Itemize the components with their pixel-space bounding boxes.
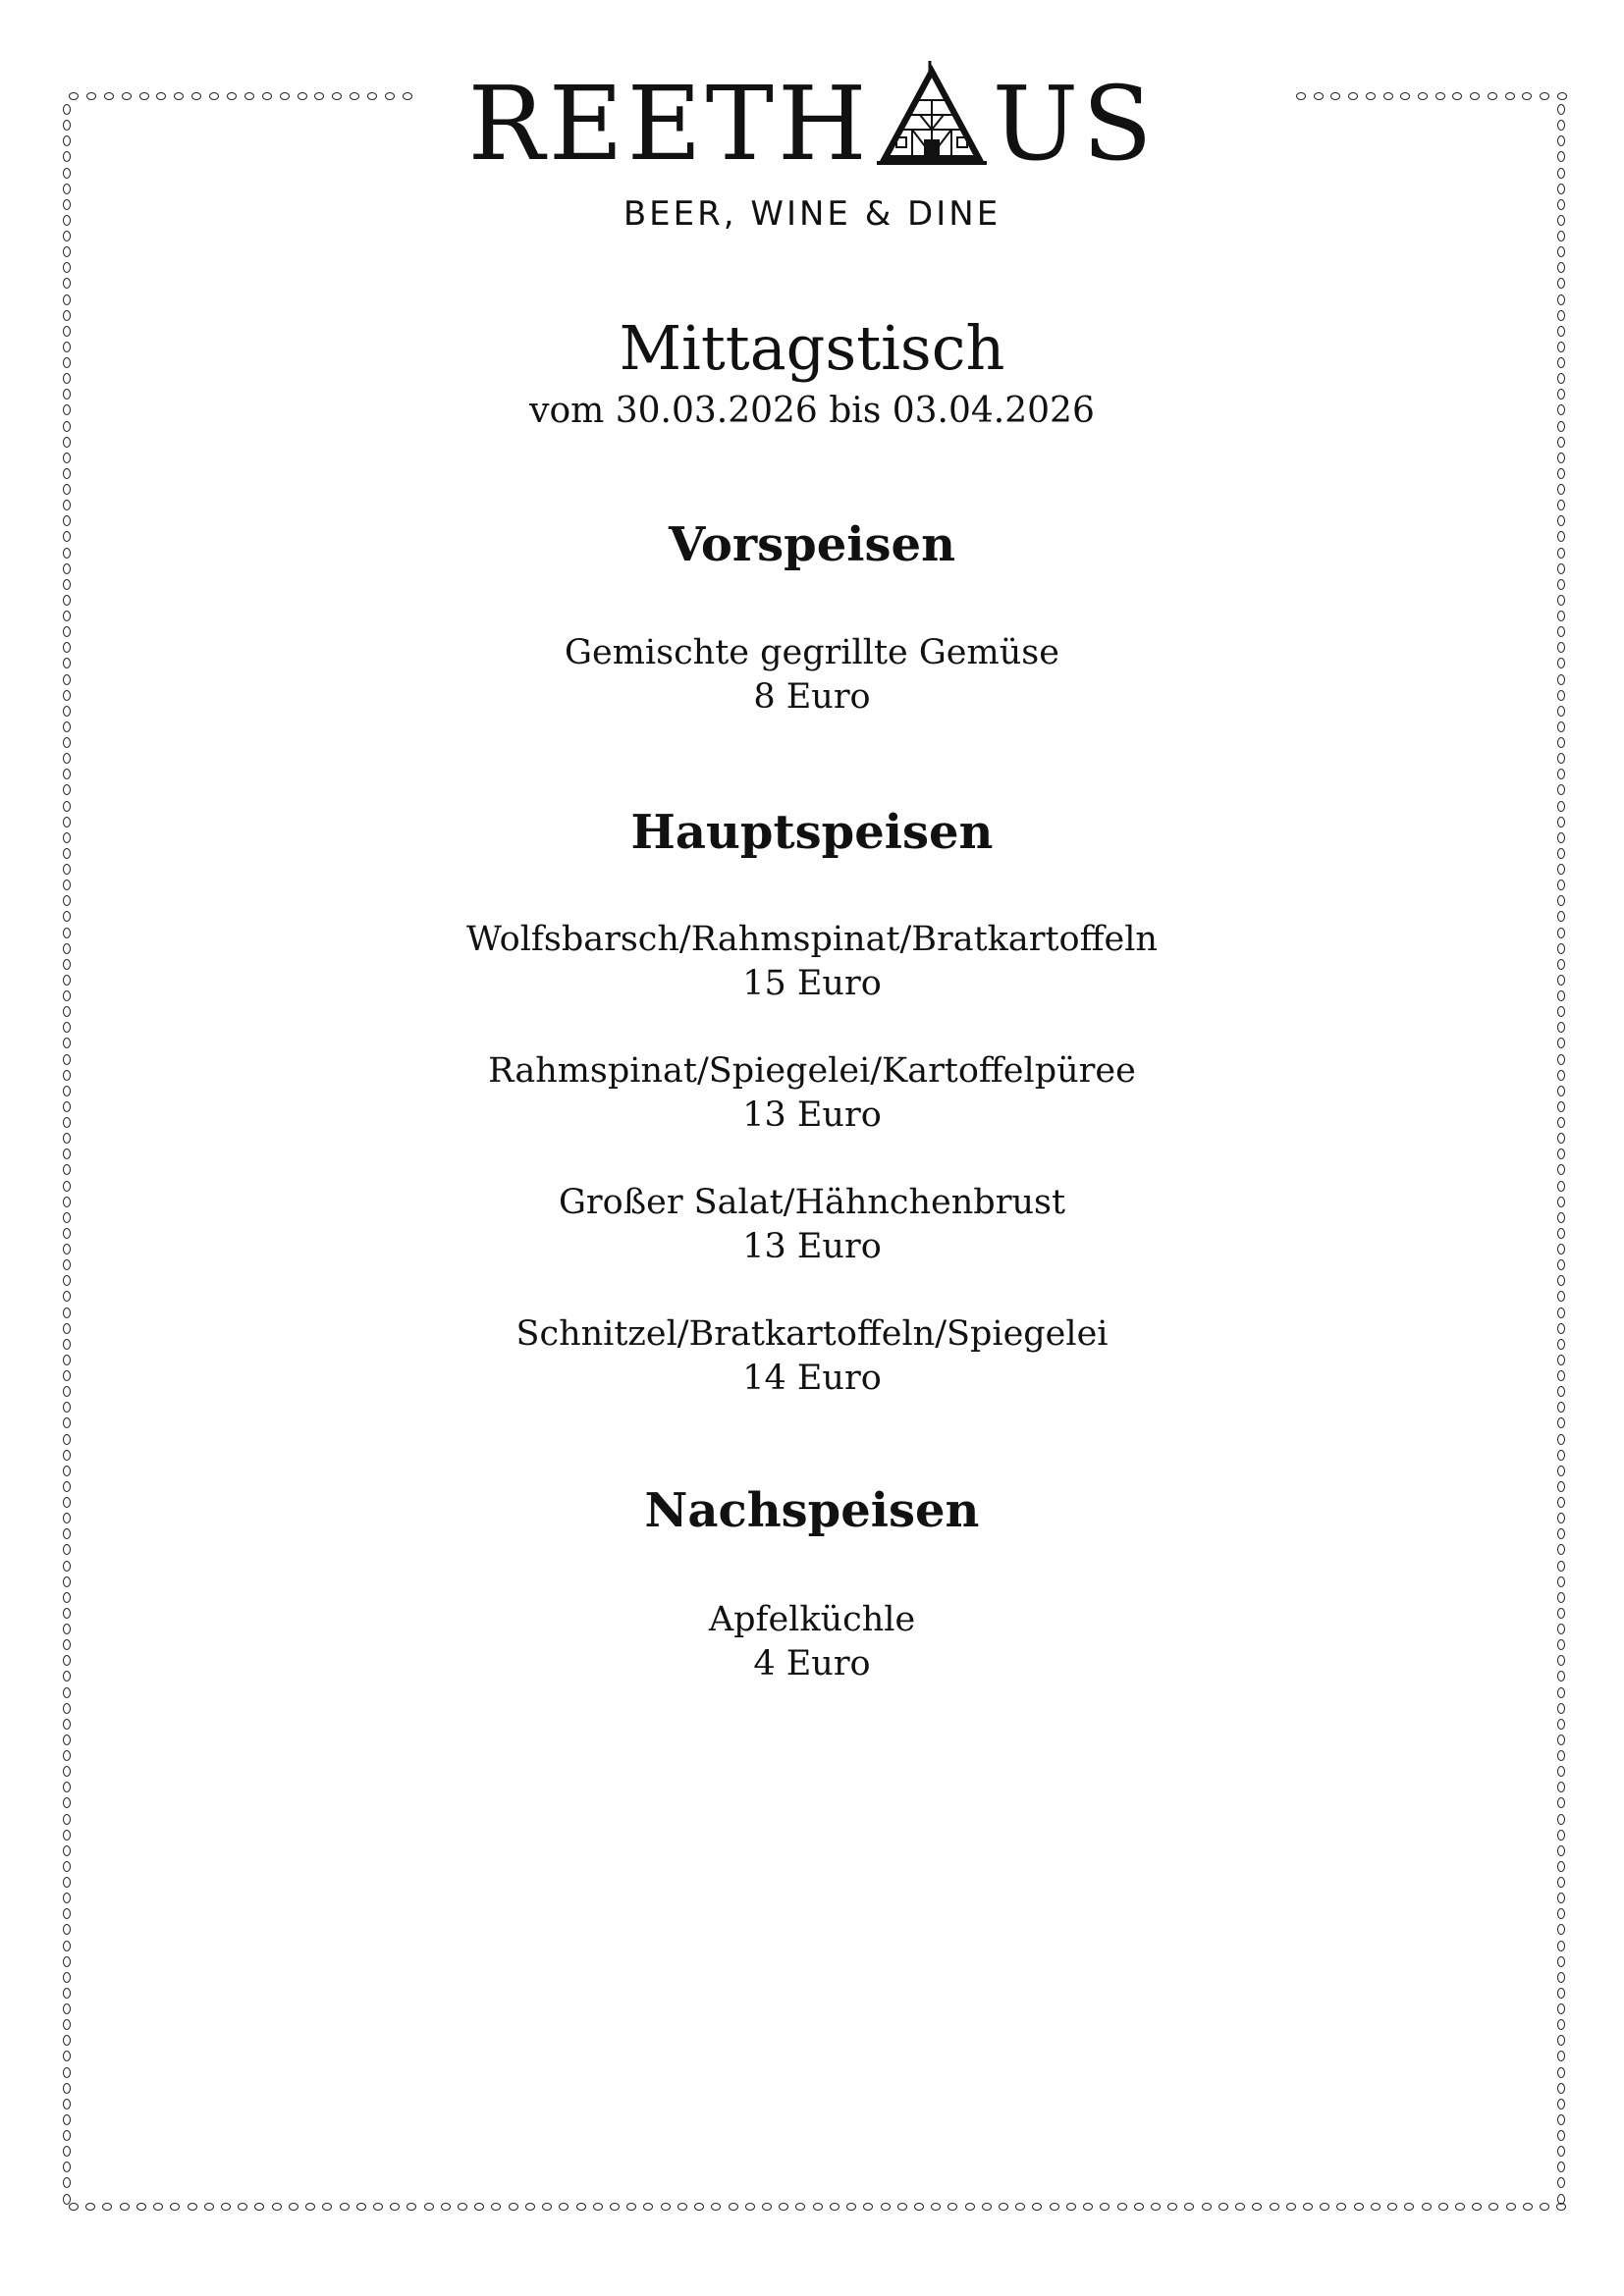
border-dot [1557,595,1565,606]
brand-name-left: REETH [467,64,871,184]
border-dot [729,2203,738,2211]
border-dot [340,2203,350,2211]
border-dot [1557,1275,1565,1286]
border-dot [1015,2203,1025,2211]
border-dot [881,2203,891,2211]
border-dot [63,1797,71,1808]
border-dot [1557,895,1565,906]
dish-item [0,1312,1624,1401]
border-dot [63,737,71,748]
border-dot [63,769,71,779]
border-dot [1557,294,1565,305]
border-dot [1557,1877,1565,1888]
border-dot [102,2203,112,2211]
border-dot [63,1924,71,1935]
dish-name: Schnitzel/Bratkartoffeln/Spiegelei [515,1314,1109,1354]
border-dot [1557,1845,1565,1856]
border-dot [813,2203,823,2211]
border-dot [63,2130,71,2141]
border-dot [63,184,71,194]
dish-name: Rahmspinat/Spiegelei/Kartoffelpüree [488,1051,1136,1091]
border-dot [1252,2203,1262,2211]
border-dot [63,468,71,479]
border-dot [441,2203,451,2211]
border-dot [63,2099,71,2109]
border-dot [1557,2194,1565,2205]
border-dot [947,2203,957,2211]
border-dot [322,2203,332,2211]
border-dot [1557,753,1565,764]
border-dot [63,2177,71,2188]
border-bottom [69,2203,1567,2218]
brand-name-right: US [992,64,1157,184]
border-dot [1557,262,1565,273]
border-dot [1557,1719,1565,1730]
border-dot [1557,864,1565,875]
border-dot [1557,246,1565,257]
border-dot [63,753,71,764]
border-dot [1270,2203,1279,2211]
border-dot [1557,2130,1565,2141]
border-dot [63,1814,71,1825]
date-range: vom 30.03.2026 bis 03.04.2026 [529,391,1095,431]
border-dot [63,2019,71,2030]
border-dot [305,2203,315,2211]
border-dot [1557,1291,1565,1302]
border-dot [1557,1544,1565,1555]
border-dot [136,2203,146,2211]
border-dot [863,2203,873,2211]
border-dot [914,2203,924,2211]
border-dot [1303,2203,1313,2211]
border-dot [85,2203,95,2211]
border-dot [474,2203,484,2211]
border-dot [982,2203,992,2211]
border-dot [1286,2203,1296,2211]
border-dot [1557,1956,1565,1967]
dish-item [0,918,1624,1006]
border-dot [491,2203,501,2211]
border-dot [254,2203,264,2211]
border-dot [1557,2162,1565,2172]
border-dot [63,895,71,906]
border-dot [1184,2203,1194,2211]
border-dot [63,1164,71,1175]
border-dot [643,2203,653,2211]
border-dot [1557,1687,1565,1698]
border-dot [1557,1164,1565,1175]
border-dot [1557,437,1565,448]
border-dot [1557,1576,1565,1587]
border-dot [830,2203,839,2211]
border-dot [1438,2203,1448,2211]
border-dot [1557,1830,1565,1841]
border-dot [63,1466,71,1476]
border-dot [390,2203,400,2211]
dish-price: 15 Euro [742,964,882,1003]
border-dot [153,2203,163,2211]
border-dot [1557,1750,1565,1761]
border-dot [1336,2203,1346,2211]
border-dot [63,1703,71,1714]
border-dot [63,2083,71,2094]
border-dot [63,1941,71,1951]
border-dot [1557,1466,1565,1476]
dish-item [0,1181,1624,1269]
border-dot [1218,2203,1228,2211]
dish-price: 13 Euro [742,1227,882,1266]
border-dot [1557,1924,1565,1935]
border-dot [63,784,71,795]
border-dot [1557,880,1565,890]
border-dot [559,2203,568,2211]
border-dot [931,2203,941,2211]
border-dot [1557,1703,1565,1714]
section-heading-hauptspeisen: Hauptspeisen [630,805,994,860]
border-dot [1167,2203,1177,2211]
border-dot [1557,2067,1565,2078]
border-dot [1540,2203,1549,2211]
border-dot [63,1988,71,1999]
border-dot [63,1038,71,1048]
dish-price: 13 Euro [742,1095,882,1135]
border-dot [373,2203,383,2211]
dish-name: Apfelküchle [708,1600,916,1639]
border-dot [1557,484,1565,495]
border-dot [63,1956,71,1967]
border-dot [63,1908,71,1919]
dish-name: Großer Salat/Hähnchenbrust [558,1183,1066,1222]
border-dot [63,1434,71,1445]
border-dot [1557,1908,1565,1919]
dish-price: 4 Euro [753,1644,871,1683]
border-dot [1235,2203,1245,2211]
border-dot [1557,1893,1565,1903]
border-dot [1557,1450,1565,1461]
border-dot [1557,2051,1565,2061]
border-dot [1557,2035,1565,2046]
border-dot [1557,611,1565,621]
border-dot [1557,1022,1565,1033]
border-dot [63,1561,71,1572]
border-dot [1455,2203,1465,2211]
border-dot [63,1972,71,1983]
border-dot [63,1750,71,1761]
border-dot [272,2203,282,2211]
border-dot [1557,468,1565,479]
border-dot [1050,2203,1059,2211]
border-dot [120,2203,130,2211]
border-dot [63,1291,71,1302]
dish-price: 8 Euro [753,677,871,717]
border-dot [63,2194,71,2205]
border-dot [1557,184,1565,194]
border-dot [63,1830,71,1841]
border-dot [1557,2083,1565,2094]
border-dot [458,2203,467,2211]
border-dot [626,2203,636,2211]
border-dot [1557,1861,1565,1872]
dish-name: Wolfsbarsch/Rahmspinat/Bratkartoffeln [466,920,1158,959]
border-dot [63,1006,71,1017]
border-dot [677,2203,687,2211]
border-dot [1557,2177,1565,2188]
border-dot [63,2146,71,2157]
border-dot [1151,2203,1161,2211]
border-dot [63,1417,71,1428]
border-dot [63,1845,71,1856]
border-dot [63,1893,71,1903]
border-dot [1557,1814,1565,1825]
border-dot [1066,2203,1076,2211]
dish-name: Gemischte gegrillte Gemüse [565,633,1059,672]
border-dot [1557,579,1565,590]
border-dot [1557,737,1565,748]
border-dot [63,2051,71,2061]
dish-price: 14 Euro [742,1359,882,1398]
border-dot [1371,2203,1380,2211]
border-dot [424,2203,434,2211]
border-dot [204,2203,214,2211]
border-dot [1202,2203,1212,2211]
border-dot [188,2203,197,2211]
border-dot [1387,2203,1397,2211]
border-dot [1557,1434,1565,1445]
border-dot [1134,2203,1144,2211]
border-dot [289,2203,298,2211]
border-dot [63,246,71,257]
border-dot [63,1148,71,1159]
border-dot [1557,1402,1565,1413]
section-heading-nachspeisen: Nachspeisen [644,1483,980,1538]
border-dot [63,2035,71,2046]
border-dot [1557,2003,1565,2014]
border-dot [779,2203,788,2211]
dish-item [0,1598,1624,1686]
dish-item [0,631,1624,720]
border-dot [1557,1972,1565,1983]
border-dot [1557,784,1565,795]
border-dot [63,453,71,463]
border-dot [63,1687,71,1698]
border-dot [1422,2203,1432,2211]
border-dot [1557,1797,1565,1808]
border-dot [63,1782,71,1792]
border-dot [63,611,71,621]
border-dot [1557,453,1565,463]
border-dot [63,1450,71,1461]
border-dot [1032,2203,1042,2211]
border-dot [846,2203,856,2211]
border-dot [1557,1417,1565,1428]
border-dot [1557,2099,1565,2109]
page-title: Mittagstisch [619,312,1005,384]
border-dot [221,2203,231,2211]
border-dot [593,2203,603,2211]
border-dot [1557,278,1565,289]
border-dot [63,484,71,495]
border-dot [63,1719,71,1730]
border-dot [1506,2203,1516,2211]
border-dot [661,2203,671,2211]
border-dot [610,2203,620,2211]
border-dot [63,278,71,289]
border-dot [509,2203,518,2211]
border-dot [63,1861,71,1872]
border-dot [965,2203,975,2211]
border-dot [1557,2114,1565,2125]
border-dot [1557,721,1565,732]
border-dot [63,294,71,305]
border-dot [1557,769,1565,779]
border-dot [1404,2203,1414,2211]
border-dot [576,2203,586,2211]
border-dot [1354,2203,1364,2211]
border-dot [63,500,71,510]
border-dot [63,721,71,732]
border-dot [63,1766,71,1777]
border-dot [63,1402,71,1413]
border-dot [1523,2203,1533,2211]
section-heading-vorspeisen: Vorspeisen [669,517,955,572]
border-dot [1557,1735,1565,1745]
border-dot [63,1877,71,1888]
border-dot [1557,1561,1565,1572]
border-dot [63,2162,71,2172]
border-dot [795,2203,805,2211]
border-dot [1557,1038,1565,1048]
border-dot [63,579,71,590]
border-dot [1557,1988,1565,1999]
border-dot [542,2203,552,2211]
brand-logo [0,61,1624,184]
border-dot [170,2203,180,2211]
border-dot [63,1544,71,1555]
border-dot [745,2203,755,2211]
border-dot [63,2003,71,2014]
border-dot [63,2114,71,2125]
border-dot [1557,500,1565,510]
border-dot [1557,1941,1565,1951]
border-dot [63,437,71,448]
thatched-house-icon [873,61,991,177]
border-dot [711,2203,721,2211]
border-dot [63,1022,71,1033]
border-dot [1083,2203,1093,2211]
border-dot [63,1275,71,1286]
border-dot [1472,2203,1482,2211]
border-dot [63,880,71,890]
border-dot [356,2203,366,2211]
dish-item [0,1049,1624,1138]
border-dot [63,864,71,875]
border-dot [63,2067,71,2078]
border-dot [238,2203,247,2211]
border-dot [1117,2203,1127,2211]
border-dot [1557,1148,1565,1159]
border-dot [63,262,71,273]
border-dot [762,2203,772,2211]
border-dot [1557,2019,1565,2030]
border-dot [63,1576,71,1587]
border-dot [1557,1782,1565,1792]
border-dot [1557,1766,1565,1777]
border-dot [1557,2146,1565,2157]
border-dot [999,2203,1008,2211]
border-dot [63,1735,71,1745]
brand-tagline: BEER, WINE & DINE [623,194,1001,234]
border-dot [406,2203,416,2211]
border-dot [897,2203,907,2211]
border-dot [1489,2203,1498,2211]
border-dot [63,595,71,606]
border-dot [1320,2203,1329,2211]
border-dot [694,2203,704,2211]
border-dot [525,2203,535,2211]
border-dot [1100,2203,1110,2211]
border-dot [1557,1006,1565,1017]
